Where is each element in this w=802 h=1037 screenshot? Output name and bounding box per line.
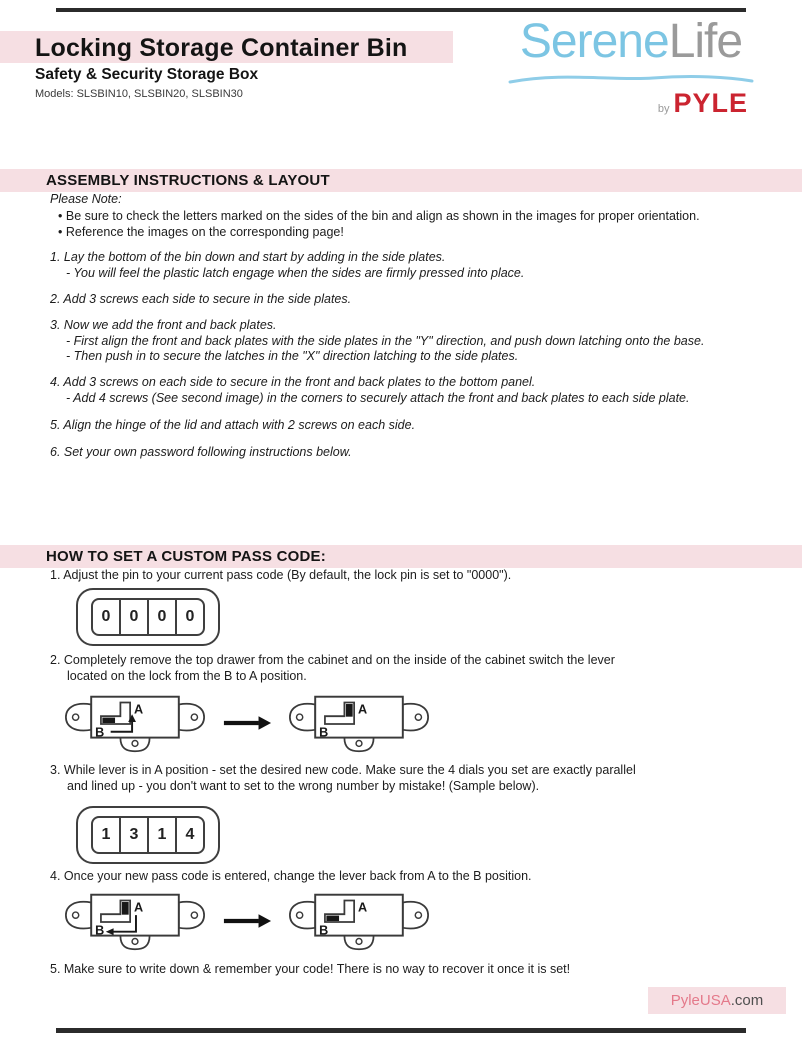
dial-digit: 4: [185, 826, 195, 843]
model-numbers: Models: SLSBIN10, SLSBIN20, SLSBIN30: [35, 88, 243, 100]
please-note-label: Please Note:: [50, 192, 122, 206]
lever-label-a: A: [358, 900, 368, 915]
title-highlight-bar: [0, 31, 453, 63]
page-title: Locking Storage Container Bin: [35, 34, 408, 62]
pyleusa-link[interactable]: [648, 987, 786, 1014]
passcode-section-bar: [0, 545, 802, 568]
lever-handle: [122, 902, 129, 915]
dial-digit: 0: [149, 600, 177, 634]
assembly-step-3: 3. Now we add the front and back plates.: [50, 318, 277, 332]
lever-handle: [102, 718, 115, 723]
assembly-heading: ASSEMBLY INSTRUCTIONS & LAYOUT: [46, 172, 330, 189]
note-bullet: • Reference the images on the corresponding page!: [58, 224, 344, 240]
passcode-step-2: 2. Completely remove the top drawer from the cabinet and on the inside of the cabinet switch the lever located on the lock from the B to A position.: [50, 653, 615, 683]
page-subtitle: Safety & Security Storage Box: [35, 66, 259, 83]
passcode-step-3: 3. While lever is in A position - set the desired new code. Make sure the 4 dials you set are exactly parallel and lined up - you don't want to set to the wrong number by mistake! (Sample below).: [50, 763, 636, 793]
lever-diagram-b-to-a: [62, 691, 432, 755]
brand-life-text: Life: [668, 15, 743, 68]
passcode-step-4: 4. Once your new pass code is entered, change the lever back from A to the B position.: [50, 869, 532, 883]
by-pyle-logo: [500, 88, 762, 119]
brand-serene-text: Serene: [519, 15, 669, 68]
lever-handle: [326, 916, 339, 921]
combination-dial-sample: [76, 806, 220, 864]
assembly-step-4: 4. Add 3 screws on each side to secure in the front and back plates to the bottom panel.: [50, 375, 536, 389]
dial-digit: 0: [93, 600, 121, 634]
dial-digit: 3: [121, 818, 149, 852]
lock-plate-lever-at-a: [286, 691, 432, 755]
serenelife-wordmark: [500, 16, 762, 68]
lock-plate-lever-at-a: [62, 889, 208, 953]
combination-dial-default: [76, 588, 220, 646]
transition-arrow-icon: [222, 911, 272, 931]
lock-plate-lever-at-b: [286, 889, 432, 953]
transition-arrow-icon: [222, 713, 272, 733]
note-bullet: • Be sure to check the letters marked on the sides of the bin and align as shown in the images for proper orientation.: [58, 208, 700, 224]
lever-label-b: B: [95, 923, 105, 938]
dial-digits: [91, 816, 205, 854]
assembly-step-1: 1. Lay the bottom of the bin down and start by adding in the side plates.: [50, 250, 446, 264]
dial-digit: 0: [185, 608, 195, 625]
lever-label-a: A: [134, 702, 144, 717]
assembly-step-3-sub: - Then push in to secure the latches in the "X" direction latching to the side plates.: [66, 349, 519, 363]
dial-digit: 0: [121, 600, 149, 634]
pyleusa-site-tld: .com: [730, 992, 764, 1009]
dial-digit: 1: [149, 818, 177, 852]
assembly-step-4-sub: - Add 4 screws (See second image) in the corners to securely attach the front and back plates to each side plate.: [66, 391, 690, 405]
passcode-heading: HOW TO SET A CUSTOM PASS CODE:: [46, 548, 326, 565]
pyle-logo-text: PYLE: [673, 88, 748, 118]
lever-diagram-a-to-b: [62, 889, 432, 953]
assembly-step-3-sub: - First align the front and back plates with the side plates in the "Y" direction, and push down latching onto the base.: [66, 334, 705, 348]
by-text: by: [657, 103, 670, 115]
lever-label-b: B: [95, 725, 105, 740]
lever-handle: [346, 704, 353, 717]
passcode-step-5: 5. Make sure to write down & remember your code! There is no way to recover it once it is set!: [50, 962, 571, 976]
assembly-step-5: 5. Align the hinge of the lid and attach with 2 screws on each side.: [50, 418, 416, 432]
scan-edge-top: [56, 8, 746, 12]
assembly-step-6: 6. Set your own password following instructions below.: [50, 445, 352, 459]
assembly-step-2: 2. Add 3 screws each side to secure in the side plates.: [50, 292, 352, 306]
assembly-step-1-sub: - You will feel the plastic latch engage when the sides are firmly pressed into place.: [66, 266, 525, 280]
assembly-section-bar: [0, 169, 802, 192]
serenelife-logo: [500, 16, 762, 119]
scan-edge-bottom: [56, 1028, 746, 1033]
logo-wave-icon: [508, 70, 754, 86]
lever-label-b: B: [319, 923, 329, 938]
passcode-step-1: 1. Adjust the pin to your current pass code (By default, the lock pin is set to "0000").: [50, 568, 512, 582]
lever-label-a: A: [134, 900, 144, 915]
lever-label-a: A: [358, 702, 368, 717]
dial-digit: 1: [93, 818, 121, 852]
pyleusa-site-name: PyleUSA: [670, 992, 731, 1009]
lever-label-b: B: [319, 725, 329, 740]
lock-plate-lever-at-b: [62, 691, 208, 755]
dial-digits: [91, 598, 205, 636]
